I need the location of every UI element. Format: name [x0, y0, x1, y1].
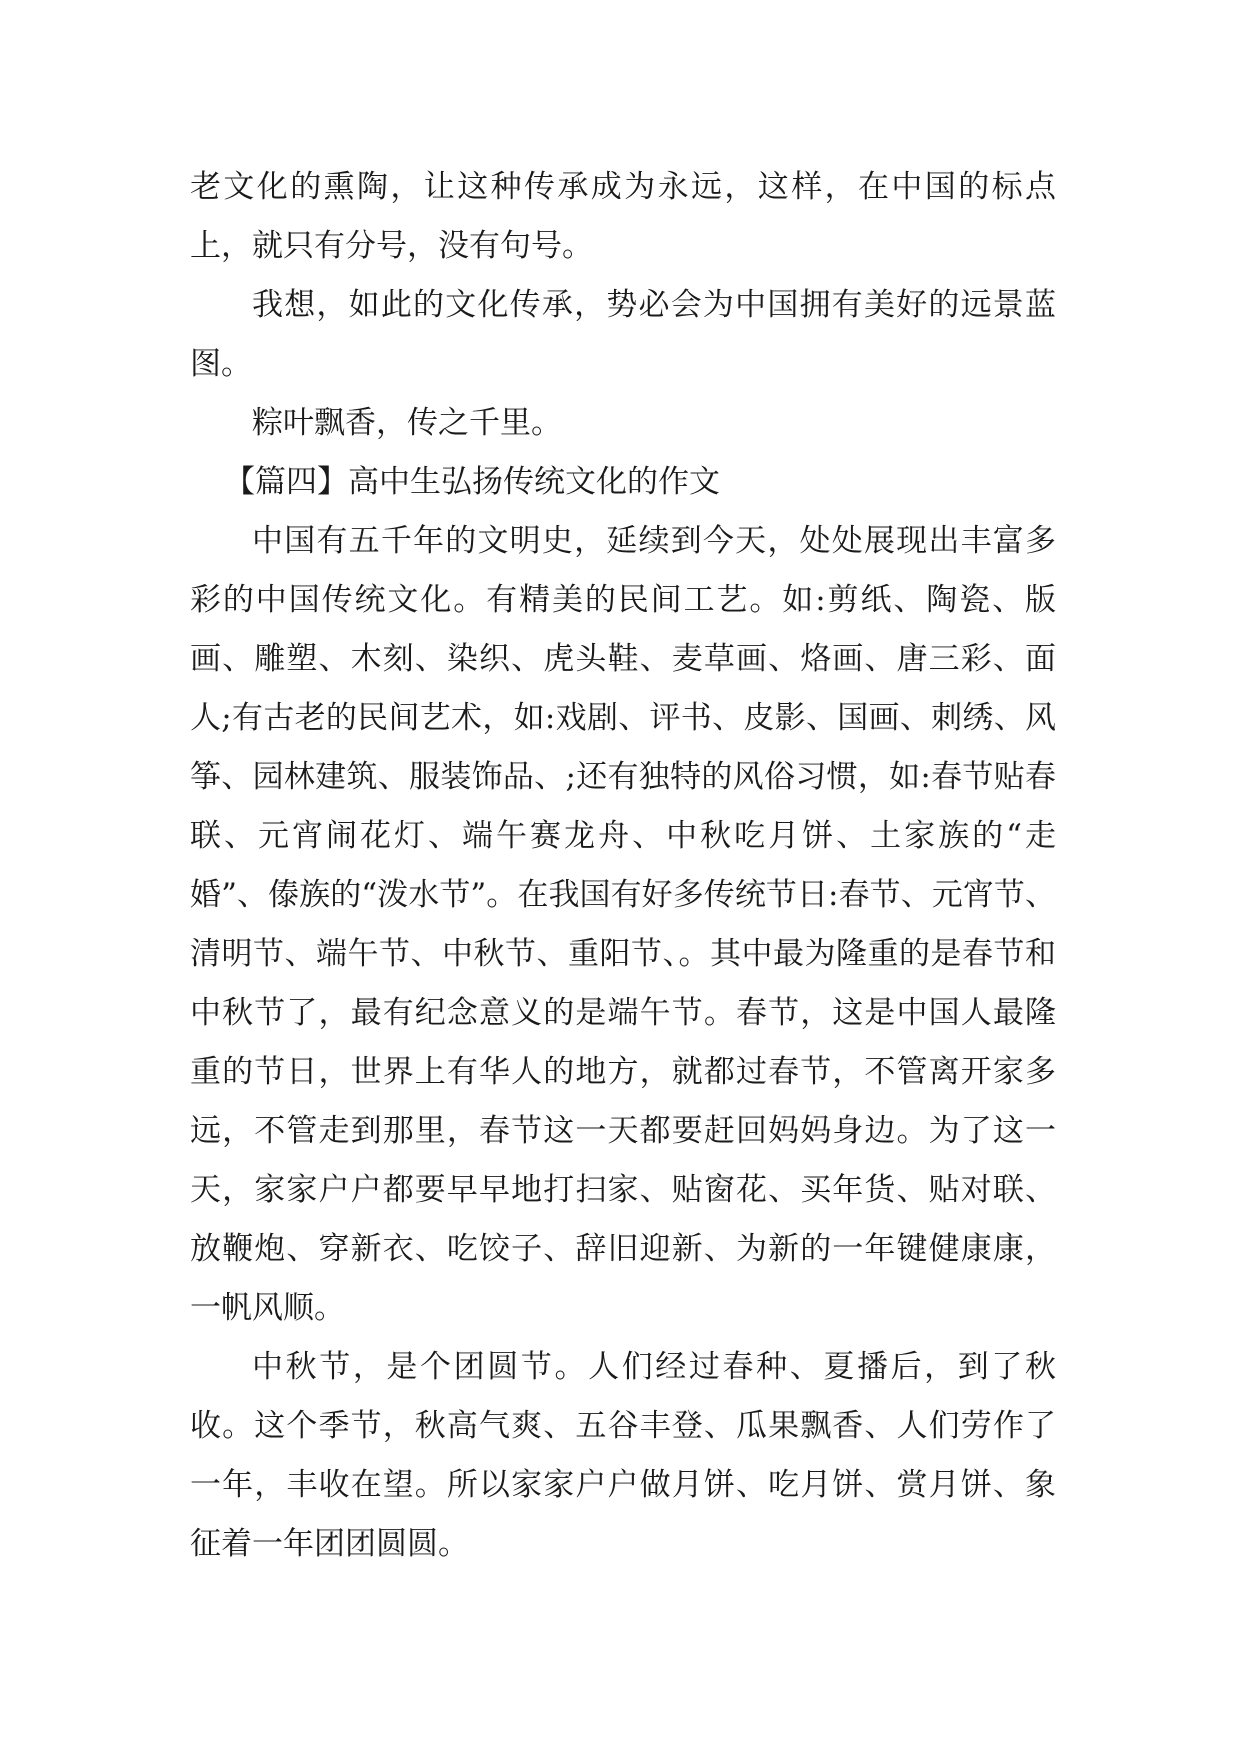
paragraph-mid-autumn: 中秋节，是个团圆节。人们经过春种、夏播后，到了秋收。这个季节，秋高气爽、五谷丰登、瓜果飘香、人们劳作了一年，丰收在望。所以家家户户做月饼、吃月饼、赏月饼、象征着一年团团圆圆。 — [190, 1349, 1056, 1562]
section-heading: 【篇四】高中生弘扬传统文化的作文 — [224, 464, 720, 500]
paragraph-continuation: 老文化的熏陶，让这种传承成为永远，这样，在中国的标点上，就只有分号，没有句号。 — [190, 169, 1056, 264]
paragraph-traditions: 中国有五千年的文明史，延续到今天，处处展现出丰富多彩的中国传统文化。有精美的民间工艺。如:剪纸、陶瓷、版画、雕塑、木刻、染织、虎头鞋、麦草画、烙画、唐三彩、面人;有古老的民间艺术，如:戏剧、评书、皮影、国画、刺绣、风筝、园林建筑、服装饰品、;还有独特的风俗习惯，如:春节贴春联、元宵闹花灯、端午赛龙舟、中秋吃月饼、土家族的“走婚”、傣族的“泼水节”。在我国有好多传统节日:春节、元宵节、清明节、端午节、中秋节、重阳节、。其中最为隆重的是春节和中秋节了，最有纪念意义的是端午节。春节，这是中国人最隆重的节日，世界上有华人的地方，就都过春节，不管离开家多远，不管走到那里，春节这一天都要赶回妈妈身边。为了这一天，家家户户都要早早地打扫家、贴窗花、买年货、贴对联、放鞭炮、穿新衣、吃饺子、辞旧迎新、为新的一年键健康康，一帆风顺。 — [190, 523, 1056, 1326]
paragraph-closing: 粽叶飘香，传之千里。 — [252, 405, 562, 441]
paragraph-vision: 我想，如此的文化传承，势必会为中国拥有美好的远景蓝图。 — [190, 287, 1056, 382]
document-page — [190, 158, 1056, 1574]
